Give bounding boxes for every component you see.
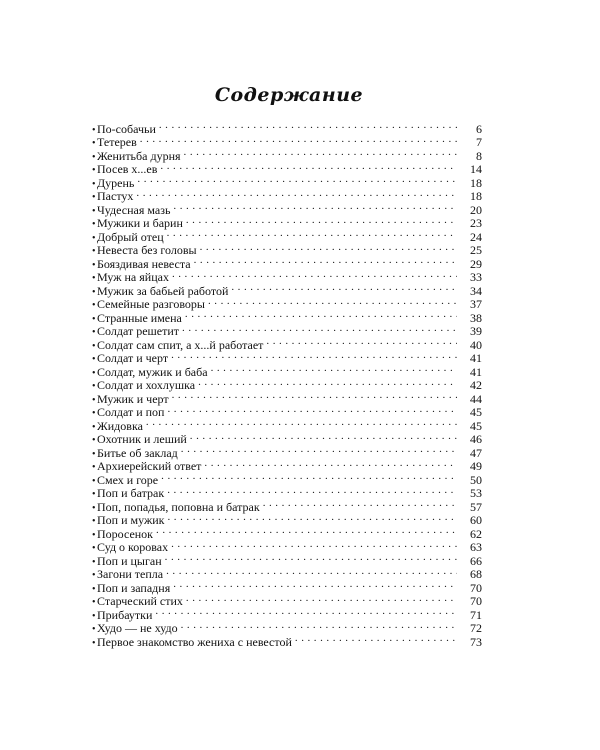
- toc-entry-title: Битье об заклад: [97, 445, 178, 460]
- dot-leader: [156, 524, 457, 538]
- toc-entry-title: Добрый отец: [97, 229, 164, 244]
- toc-entry: [92, 268, 482, 282]
- toc-entry: [92, 457, 482, 471]
- dot-leader: [136, 187, 457, 201]
- toc-entry-title: Мужики и барин: [97, 216, 183, 230]
- bullet-marker: •: [92, 597, 96, 608]
- dot-leader: [165, 551, 457, 565]
- bullet-marker: •: [92, 502, 96, 514]
- page-title: Содержание: [214, 84, 364, 106]
- dot-leader: [140, 133, 457, 147]
- dot-leader: [263, 497, 457, 511]
- toc-entry-page: 37: [470, 297, 482, 311]
- toc-entry-title: Суд о коровах: [97, 540, 169, 554]
- toc-entry: [92, 322, 482, 336]
- bullet-marker: •: [92, 529, 96, 541]
- toc-entry-page: 39: [470, 324, 482, 338]
- dot-leader: [146, 416, 457, 430]
- toc-entry-title: Смех и горе: [97, 472, 159, 487]
- toc-entry: [92, 551, 482, 568]
- toc-entry-page: 73: [470, 634, 482, 649]
- toc-entry: [92, 200, 482, 217]
- toc-entry-page: 70: [470, 580, 482, 595]
- dot-leader: [159, 119, 457, 133]
- bullet-marker: •: [92, 138, 96, 149]
- bullet-marker: •: [92, 448, 96, 460]
- toc-entry-page: 18: [470, 175, 482, 190]
- toc-entry-page: 33: [470, 270, 482, 284]
- toc-entry-page: 70: [470, 594, 482, 608]
- bullet-marker: •: [92, 232, 96, 244]
- toc-entry: [92, 430, 482, 444]
- bullet-marker: •: [92, 165, 96, 176]
- bullet-marker: •: [92, 394, 96, 406]
- toc-entry-title: Тетерев: [97, 135, 137, 149]
- bullet-marker: •: [92, 205, 96, 217]
- bullet-marker: •: [92, 354, 96, 365]
- toc-entry-title: Солдат и поп: [97, 405, 165, 419]
- dot-leader: [167, 403, 457, 417]
- toc-entry: [92, 281, 482, 298]
- toc-entry: [92, 578, 482, 595]
- toc-entry-title: Загони тепла: [97, 567, 164, 581]
- bullet-marker: •: [92, 516, 96, 527]
- toc-entry-page: 50: [470, 472, 482, 487]
- dot-leader: [194, 254, 457, 268]
- toc-entry-title: Жидовка: [97, 418, 143, 433]
- table-of-contents: [92, 119, 482, 649]
- dot-leader: [204, 457, 457, 471]
- toc-entry-title: Невеста без головы: [97, 243, 197, 257]
- dot-leader: [185, 308, 457, 322]
- bullet-marker: •: [92, 475, 96, 487]
- toc-entry-page: 42: [470, 378, 482, 392]
- toc-entry-page: 40: [470, 337, 482, 352]
- bullet-marker: •: [92, 556, 96, 568]
- toc-entry-page: 41: [470, 364, 482, 379]
- toc-entry-page: 41: [470, 351, 482, 365]
- dot-leader: [172, 268, 457, 282]
- toc-entry: [92, 511, 482, 525]
- toc-entry: [92, 308, 482, 325]
- toc-entry-page: 29: [470, 256, 482, 271]
- toc-entry-page: 53: [470, 486, 482, 500]
- toc-entry-title: Прибаутки: [97, 607, 153, 622]
- toc-entry-title: Поросенок: [97, 526, 154, 541]
- dot-leader: [137, 173, 457, 187]
- toc-entry-page: 60: [470, 513, 482, 527]
- bullet-marker: •: [92, 259, 96, 271]
- toc-entry-title: По-собачьи: [97, 121, 156, 136]
- toc-entry: [92, 362, 482, 379]
- toc-entry-title: Странные имена: [97, 310, 182, 325]
- toc-entry-page: 38: [470, 310, 482, 325]
- toc-entry-title: Мужик за бабьей работой: [97, 283, 229, 298]
- bullet-marker: •: [92, 327, 96, 338]
- toc-entry-title: Семейные разговоры: [97, 297, 205, 311]
- dot-leader: [181, 443, 457, 457]
- toc-entry: [92, 484, 482, 498]
- bullet-marker: •: [92, 462, 96, 473]
- dot-leader: [181, 619, 457, 633]
- toc-entry-page: 20: [470, 202, 482, 217]
- dot-leader: [198, 376, 457, 390]
- dot-leader: [266, 335, 457, 349]
- dot-leader: [167, 484, 457, 498]
- bullet-marker: •: [92, 286, 96, 298]
- toc-entry: [92, 497, 482, 514]
- toc-entry-title: Охотник и леший: [97, 432, 187, 446]
- toc-entry-title: Поп и западня: [97, 580, 171, 595]
- toc-entry-title: Первое знакомство жениха с невестой: [97, 634, 292, 649]
- toc-entry-title: Дурень: [97, 175, 135, 190]
- toc-entry: [92, 119, 482, 136]
- toc-entry: [92, 241, 482, 255]
- toc-entry: [92, 538, 482, 552]
- bullet-marker: •: [92, 219, 96, 230]
- toc-entry-page: 8: [476, 148, 482, 163]
- dot-leader: [295, 632, 457, 646]
- toc-entry-title: Поп и батрак: [97, 486, 165, 500]
- toc-entry: [92, 227, 482, 244]
- bullet-marker: •: [92, 273, 96, 284]
- toc-entry-page: 68: [470, 567, 482, 581]
- dot-leader: [182, 322, 457, 336]
- toc-entry-page: 25: [470, 243, 482, 257]
- toc-entry-title: Солдат и хохлушка: [97, 378, 196, 392]
- toc-entry-page: 46: [470, 432, 482, 446]
- toc-entry: [92, 403, 482, 417]
- toc-entry: [92, 524, 482, 541]
- bullet-marker: •: [92, 192, 96, 203]
- toc-entry: [92, 173, 482, 190]
- toc-entry-page: 6: [476, 121, 482, 136]
- dot-leader: [173, 200, 457, 214]
- toc-entry-title: Мужик и черт: [97, 391, 169, 406]
- bullet-marker: •: [92, 246, 96, 257]
- toc-entry: [92, 146, 482, 163]
- bullet-marker: •: [92, 637, 96, 649]
- bullet-marker: •: [92, 367, 96, 379]
- toc-entry-title: Поп, попадья, поповна и батрак: [97, 499, 260, 514]
- bullet-marker: •: [92, 124, 96, 136]
- toc-entry: [92, 443, 482, 460]
- toc-entry: [92, 565, 482, 579]
- toc-entry-page: 63: [470, 540, 482, 554]
- toc-entry: [92, 592, 482, 606]
- toc-entry-page: 45: [470, 405, 482, 419]
- dot-leader: [200, 241, 457, 255]
- toc-entry-page: 23: [470, 216, 482, 230]
- toc-entry-page: 44: [470, 391, 482, 406]
- bullet-marker: •: [92, 421, 96, 433]
- toc-entry: [92, 605, 482, 622]
- toc-entry: [92, 389, 482, 406]
- toc-entry: [92, 254, 482, 271]
- dot-leader: [172, 389, 457, 403]
- dot-leader: [186, 214, 457, 228]
- toc-entry-title: Старческий стих: [97, 594, 183, 608]
- toc-entry-title: Солдат, мужик и баба: [97, 364, 208, 379]
- toc-entry: [92, 214, 482, 228]
- bullet-marker: •: [92, 408, 96, 419]
- toc-entry-title: Солдат и черт: [97, 351, 169, 365]
- toc-entry-title: Поп и мужик: [97, 513, 165, 527]
- dot-leader: [168, 511, 458, 525]
- toc-entry: [92, 376, 482, 390]
- dot-leader: [186, 592, 457, 606]
- dot-leader: [173, 578, 457, 592]
- bullet-marker: •: [92, 381, 96, 392]
- dot-leader: [161, 470, 457, 484]
- bullet-marker: •: [92, 624, 96, 635]
- toc-entry-title: Бояздивая невеста: [97, 256, 191, 271]
- toc-entry-title: Солдат сам спит, а х...й работает: [97, 337, 264, 352]
- dot-leader: [167, 227, 457, 241]
- toc-entry-page: 24: [470, 229, 482, 244]
- toc-entry: [92, 470, 482, 487]
- toc-entry-title: Худо — не худо: [97, 621, 178, 635]
- dot-leader: [171, 349, 457, 363]
- toc-entry-page: 71: [470, 607, 482, 622]
- toc-entry-page: 47: [470, 445, 482, 460]
- dot-leader: [231, 281, 457, 295]
- toc-entry-page: 7: [476, 135, 482, 149]
- toc-entry: [92, 133, 482, 147]
- dot-leader: [160, 160, 457, 174]
- dot-leader: [211, 362, 457, 376]
- toc-entry-page: 49: [470, 459, 482, 473]
- bullet-marker: •: [92, 435, 96, 446]
- toc-entry: [92, 335, 482, 352]
- toc-entry-page: 18: [470, 189, 482, 203]
- bullet-marker: •: [92, 583, 96, 595]
- toc-entry-title: Муж на яйцах: [97, 270, 169, 284]
- toc-entry-page: 72: [470, 621, 482, 635]
- toc-entry-title: Чудесная мазь: [97, 202, 171, 217]
- toc-entry-page: 34: [470, 283, 482, 298]
- dot-leader: [155, 605, 457, 619]
- toc-entry: [92, 619, 482, 633]
- toc-entry-page: 45: [470, 418, 482, 433]
- bullet-marker: •: [92, 300, 96, 311]
- toc-entry: [92, 295, 482, 309]
- toc-entry-page: 57: [470, 499, 482, 514]
- toc-entry: [92, 160, 482, 174]
- bullet-marker: •: [92, 570, 96, 581]
- toc-entry-title: Солдат решетит: [97, 324, 180, 338]
- toc-entry: [92, 349, 482, 363]
- toc-entry-page: 66: [470, 553, 482, 568]
- toc-entry-title: Поп и цыган: [97, 553, 162, 568]
- dot-leader: [190, 430, 457, 444]
- bullet-marker: •: [92, 610, 96, 622]
- toc-entry: [92, 187, 482, 201]
- bullet-marker: •: [92, 313, 96, 325]
- toc-entry-title: Архиерейский ответ: [97, 459, 202, 473]
- bullet-marker: •: [92, 178, 96, 190]
- toc-entry: [92, 416, 482, 433]
- toc-entry-title: Женитьба дурня: [97, 148, 181, 163]
- dot-leader: [166, 565, 457, 579]
- dot-leader: [184, 146, 457, 160]
- dot-leader: [171, 538, 457, 552]
- bullet-marker: •: [92, 489, 96, 500]
- toc-entry-title: Пастух: [97, 189, 134, 203]
- toc-entry-page: 14: [470, 162, 482, 176]
- toc-entry: [92, 632, 482, 649]
- dot-leader: [208, 295, 457, 309]
- bullet-marker: •: [92, 543, 96, 554]
- bullet-marker: •: [92, 340, 96, 352]
- toc-entry-page: 62: [470, 526, 482, 541]
- toc-entry-title: Посев х...ев: [97, 162, 158, 176]
- bullet-marker: •: [92, 151, 96, 163]
